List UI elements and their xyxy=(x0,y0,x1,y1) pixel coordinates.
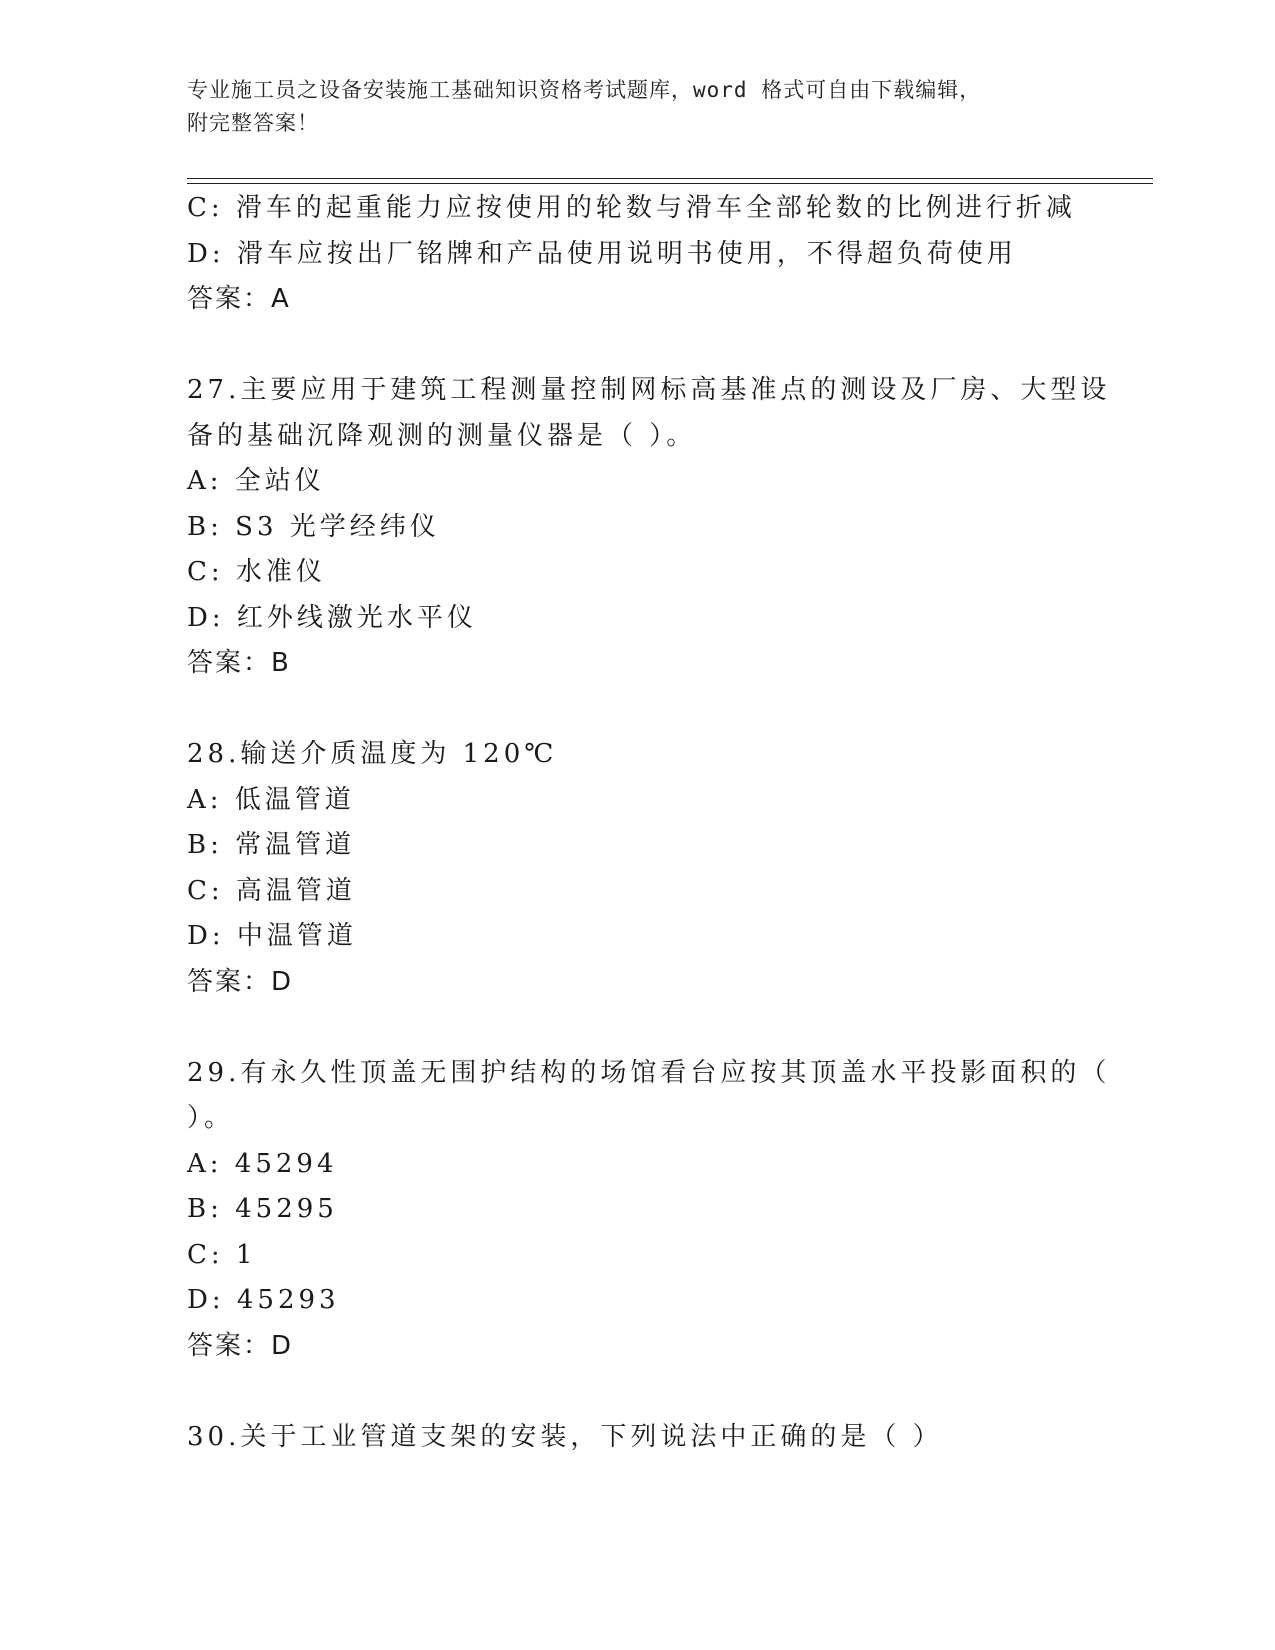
option-c: C: 1 xyxy=(187,1239,257,1270)
question-stem-continued: 备的基础沉降观测的测量仪器是（ ）。 xyxy=(187,420,697,451)
header-line-1: 专业施工员之设备安装施工基础知识资格考试题库，word 格式可自由下载编辑， xyxy=(187,78,982,102)
option-d: D: 红外线激光水平仪 xyxy=(187,602,477,633)
answer: 答案：D xyxy=(187,1330,294,1361)
option-d: D: 中温管道 xyxy=(187,921,357,951)
question-list xyxy=(187,186,1111,1460)
option-d: D: 滑车应按出厂铭牌和产品使用说明书使用，不得超负荷使用 xyxy=(187,238,1017,269)
option-b: B: 常温管道 xyxy=(187,830,356,860)
question-stem: 29.有永久性顶盖无围护结构的场馆看台应按其顶盖水平投影面积的（ xyxy=(187,1057,1111,1088)
question-29 xyxy=(187,1051,1111,1370)
option-d: D: 45293 xyxy=(187,1285,340,1315)
option-b: B: 45295 xyxy=(187,1194,338,1224)
question-stem: 27.主要应用于建筑工程测量控制网标高基准点的测设及厂房、大型设 xyxy=(187,375,1111,405)
document-header xyxy=(187,74,1067,140)
question-stem-continued: ）。 xyxy=(187,1103,235,1133)
option-b: B: S3 光学经纬仪 xyxy=(187,511,440,542)
question-stem: 30.关于工业管道支架的安装，下列说法中正确的是（ ） xyxy=(187,1421,943,1452)
option-a: A: 45294 xyxy=(187,1148,338,1179)
question-30 xyxy=(187,1415,1087,1461)
question-28 xyxy=(187,732,1087,1005)
header-line-2: 附完整答案！ xyxy=(187,111,319,135)
question-stem: 28.输送介质温度为 120℃ xyxy=(187,739,558,769)
question-26 xyxy=(187,186,1087,323)
option-c: C: 滑车的起重能力应按使用的轮数与滑车全部轮数的比例进行折减 xyxy=(187,193,1076,223)
question-27 xyxy=(187,368,1111,687)
option-a: A: 全站仪 xyxy=(187,466,325,496)
option-a: A: 低温管道 xyxy=(187,784,355,815)
answer: 答案：A xyxy=(187,284,291,314)
option-c: C: 高温管道 xyxy=(187,875,356,906)
header-divider-bottom xyxy=(187,183,1153,184)
answer: 答案：B xyxy=(187,648,291,678)
header-divider-top xyxy=(187,178,1153,179)
option-c: C: 水准仪 xyxy=(187,557,326,587)
answer: 答案：D xyxy=(187,966,294,997)
